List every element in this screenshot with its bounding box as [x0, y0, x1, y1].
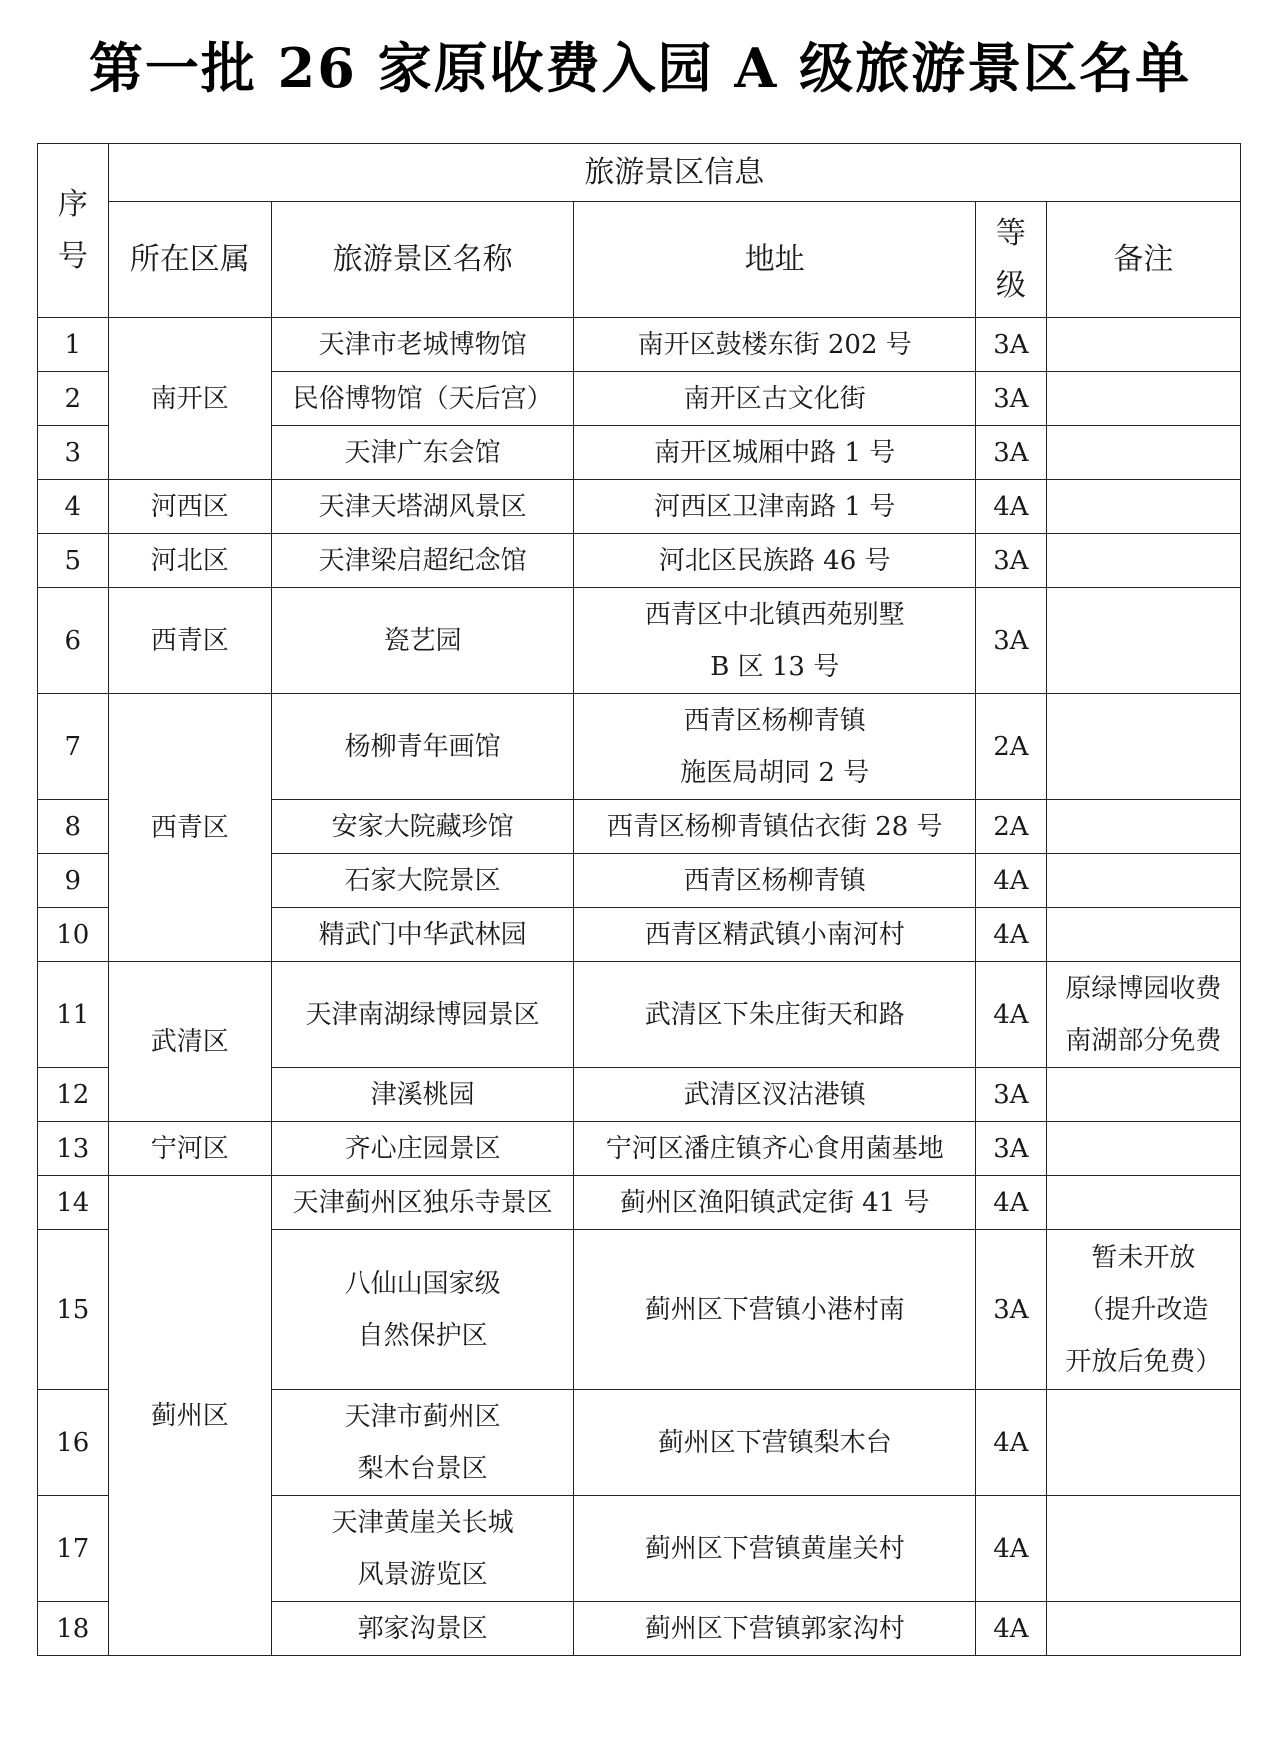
header-seq-line: 序	[57, 186, 88, 222]
note-cell	[1046, 534, 1240, 588]
note-cell	[1046, 1602, 1240, 1656]
name-cell	[271, 1390, 573, 1496]
name-cell-line: 安家大院藏珍馆	[331, 811, 514, 842]
address-cell-line: 西青区精武镇小南河村	[644, 919, 905, 950]
note-cell	[1046, 1230, 1240, 1390]
grade-cell: 4A	[976, 1176, 1047, 1230]
address-cell	[574, 694, 976, 800]
district-cell: 武清区	[108, 962, 271, 1122]
seq-cell: 10	[38, 908, 109, 962]
seq-cell: 18	[38, 1602, 109, 1656]
name-cell	[271, 1602, 573, 1656]
note-cell	[1046, 318, 1240, 372]
grade-cell: 3A	[976, 534, 1047, 588]
address-cell	[574, 854, 976, 908]
address-cell-line: 蓟州区下营镇郭家沟村	[644, 1613, 905, 1644]
address-cell-line: 蓟州区下营镇黄崖关村	[644, 1533, 905, 1564]
name-cell	[271, 1496, 573, 1602]
note-cell-line: （提升改造	[1078, 1294, 1209, 1325]
name-cell-line: 瓷艺园	[383, 625, 462, 656]
grade-cell: 3A	[976, 372, 1047, 426]
header-grade	[976, 202, 1047, 318]
note-cell	[1046, 694, 1240, 800]
seq-cell: 1	[38, 318, 109, 372]
address-cell-line: B 区 13 号	[710, 651, 840, 682]
name-cell-line: 天津广东会馆	[344, 437, 501, 468]
name-cell	[271, 318, 573, 372]
address-cell	[574, 800, 976, 854]
name-cell	[271, 854, 573, 908]
note-cell	[1046, 1176, 1240, 1230]
grade-cell: 3A	[976, 1068, 1047, 1122]
note-cell	[1046, 588, 1240, 694]
seq-cell: 6	[38, 588, 109, 694]
district-cell: 西青区	[108, 588, 271, 694]
seq-cell: 13	[38, 1122, 109, 1176]
address-cell	[574, 962, 976, 1068]
seq-cell: 7	[38, 694, 109, 800]
name-cell-line: 精武门中华武林园	[318, 919, 527, 950]
name-cell	[271, 1230, 573, 1390]
seq-cell: 3	[38, 426, 109, 480]
grade-cell: 3A	[976, 318, 1047, 372]
table-row	[38, 318, 1241, 372]
seq-cell: 15	[38, 1230, 109, 1390]
address-cell-line: 河西区卫津南路 1 号	[654, 491, 896, 522]
name-cell	[271, 534, 573, 588]
header-address: 地址	[574, 202, 976, 318]
table-header	[38, 144, 1241, 318]
name-cell	[271, 1122, 573, 1176]
page-title: 第一批 26 家原收费入园 A 级旅游景区名单	[88, 36, 1192, 100]
address-cell-line: 蓟州区渔阳镇武定街 41 号	[619, 1187, 930, 1218]
name-cell	[271, 908, 573, 962]
name-cell	[271, 962, 573, 1068]
district-cell: 南开区	[108, 318, 271, 480]
grade-cell: 4A	[976, 1602, 1047, 1656]
note-cell	[1046, 480, 1240, 534]
note-cell	[1046, 962, 1240, 1068]
table-body	[38, 318, 1241, 1656]
address-cell-line: 西青区中北镇西苑别墅	[644, 599, 905, 630]
note-cell-line: 暂未开放	[1091, 1242, 1196, 1273]
district-cell: 西青区	[108, 694, 271, 962]
table-row	[38, 588, 1241, 694]
table-row	[38, 694, 1241, 800]
address-cell-line: 西青区杨柳青镇估衣街 28 号	[606, 811, 943, 842]
header-group: 旅游景区信息	[108, 144, 1240, 202]
header-district: 所在区属	[108, 202, 271, 318]
address-cell	[574, 1176, 976, 1230]
name-cell	[271, 588, 573, 694]
table-row	[38, 534, 1241, 588]
note-cell	[1046, 426, 1240, 480]
note-cell	[1046, 908, 1240, 962]
address-cell	[574, 1068, 976, 1122]
seq-cell: 2	[38, 372, 109, 426]
name-cell-line: 风景游览区	[357, 1559, 488, 1590]
note-cell	[1046, 1390, 1240, 1496]
address-cell-line: 西青区杨柳青镇	[683, 705, 866, 736]
seq-cell: 8	[38, 800, 109, 854]
address-cell	[574, 1230, 976, 1390]
table-row	[38, 1122, 1241, 1176]
name-cell-line: 天津天塔湖风景区	[318, 491, 527, 522]
name-cell	[271, 1068, 573, 1122]
seq-cell: 9	[38, 854, 109, 908]
name-cell-line: 天津市蓟州区	[344, 1401, 501, 1432]
name-cell-line: 石家大院景区	[344, 865, 501, 896]
address-cell	[574, 908, 976, 962]
grade-cell: 4A	[976, 1390, 1047, 1496]
header-name: 旅游景区名称	[271, 202, 573, 318]
address-cell-line: 武清区汊沽港镇	[683, 1079, 866, 1110]
name-cell	[271, 694, 573, 800]
seq-cell: 12	[38, 1068, 109, 1122]
address-cell	[574, 372, 976, 426]
address-cell-line: 施医局胡同 2 号	[680, 757, 870, 788]
address-cell-line: 河北区民族路 46 号	[658, 545, 891, 576]
address-cell-line: 蓟州区下营镇小港村南	[644, 1294, 905, 1325]
header-note: 备注	[1046, 202, 1240, 318]
name-cell-line: 津溪桃园	[370, 1079, 475, 1110]
scenic-area-table	[37, 143, 1241, 1656]
name-cell-line: 八仙山国家级	[344, 1268, 501, 1299]
district-cell: 河西区	[108, 480, 271, 534]
address-cell	[574, 318, 976, 372]
table-row	[38, 480, 1241, 534]
note-cell-line: 南湖部分免费	[1065, 1025, 1222, 1056]
seq-cell: 17	[38, 1496, 109, 1602]
district-cell: 河北区	[108, 534, 271, 588]
district-cell: 蓟州区	[108, 1176, 271, 1656]
name-cell-line: 民俗博物馆（天后宫）	[292, 383, 553, 414]
address-cell-line: 武清区下朱庄街天和路	[644, 999, 905, 1030]
name-cell-line: 天津梁启超纪念馆	[318, 545, 527, 576]
name-cell-line: 杨柳青年画馆	[344, 731, 501, 762]
note-cell	[1046, 1068, 1240, 1122]
name-cell-line: 郭家沟景区	[357, 1613, 488, 1644]
name-cell-line: 天津市老城博物馆	[318, 329, 527, 360]
name-cell	[271, 1176, 573, 1230]
address-cell-line: 宁河区潘庄镇齐心食用菌基地	[605, 1133, 944, 1164]
note-cell	[1046, 372, 1240, 426]
grade-cell: 2A	[976, 800, 1047, 854]
name-cell-line: 天津黄崖关长城	[331, 1507, 514, 1538]
grade-cell: 2A	[976, 694, 1047, 800]
address-cell-line: 蓟州区下营镇梨木台	[657, 1427, 892, 1458]
table-row	[38, 1176, 1241, 1230]
seq-cell: 4	[38, 480, 109, 534]
name-cell-line: 梨木台景区	[357, 1453, 488, 1484]
address-cell	[574, 1122, 976, 1176]
grade-cell: 4A	[976, 854, 1047, 908]
address-cell-line: 南开区古文化街	[683, 383, 866, 414]
address-cell	[574, 1602, 976, 1656]
grade-cell: 3A	[976, 1230, 1047, 1390]
grade-cell: 3A	[976, 426, 1047, 480]
note-cell	[1046, 800, 1240, 854]
name-cell-line: 天津蓟州区独乐寺景区	[292, 1187, 553, 1218]
header-seq-line: 号	[57, 238, 88, 274]
address-cell-line: 西青区杨柳青镇	[683, 865, 866, 896]
address-cell	[574, 426, 976, 480]
address-cell	[574, 588, 976, 694]
district-cell: 宁河区	[108, 1122, 271, 1176]
table-row	[38, 962, 1241, 1068]
note-cell-line: 开放后免费）	[1065, 1346, 1222, 1377]
grade-cell: 4A	[976, 1496, 1047, 1602]
grade-cell: 4A	[976, 480, 1047, 534]
name-cell-line: 自然保护区	[357, 1320, 488, 1351]
header-grade-line: 等	[995, 215, 1026, 251]
note-cell-line: 原绿博园收费	[1065, 973, 1222, 1004]
address-cell-line: 南开区鼓楼东街 202 号	[637, 329, 912, 360]
seq-cell: 14	[38, 1176, 109, 1230]
note-cell	[1046, 1496, 1240, 1602]
name-cell	[271, 372, 573, 426]
name-cell	[271, 426, 573, 480]
header-seq	[38, 144, 109, 318]
name-cell-line: 齐心庄园景区	[344, 1133, 501, 1164]
grade-cell: 3A	[976, 588, 1047, 694]
header-grade-line: 级	[995, 267, 1026, 303]
grade-cell: 4A	[976, 962, 1047, 1068]
address-cell	[574, 1390, 976, 1496]
address-cell	[574, 480, 976, 534]
note-cell	[1046, 1122, 1240, 1176]
name-cell	[271, 800, 573, 854]
seq-cell: 5	[38, 534, 109, 588]
seq-cell: 16	[38, 1390, 109, 1496]
address-cell	[574, 534, 976, 588]
grade-cell: 3A	[976, 1122, 1047, 1176]
address-cell	[574, 1496, 976, 1602]
grade-cell: 4A	[976, 908, 1047, 962]
note-cell	[1046, 854, 1240, 908]
seq-cell: 11	[38, 962, 109, 1068]
name-cell	[271, 480, 573, 534]
name-cell-line: 天津南湖绿博园景区	[305, 999, 540, 1030]
address-cell-line: 南开区城厢中路 1 号	[654, 437, 896, 468]
